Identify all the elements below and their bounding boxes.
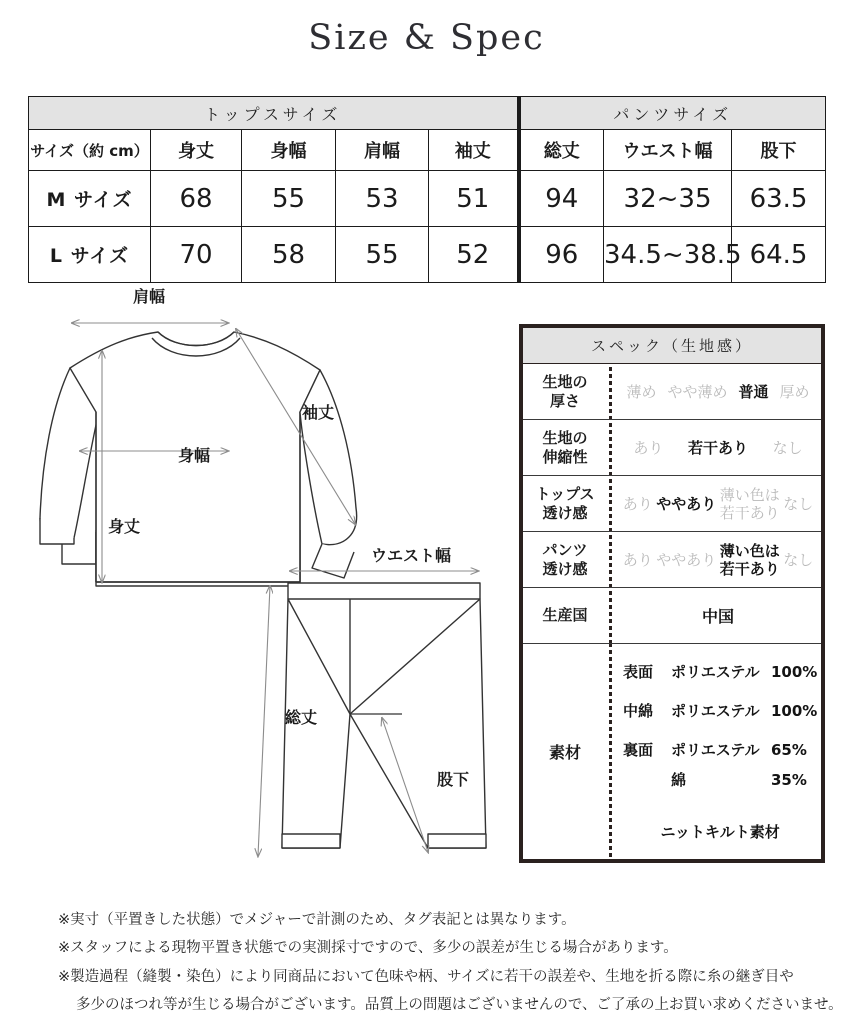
cell-m-total-length: 94 [519, 171, 604, 227]
cell-l-waist-width: 34.5~38.5 [604, 227, 732, 283]
size-table [28, 96, 826, 283]
col-header-waist-width: ウエスト幅 [604, 130, 732, 171]
spec-label-pants-sheerness [523, 532, 607, 587]
table-row [29, 171, 826, 227]
spec-value-country [613, 588, 821, 643]
cell-l-shoulder-width: 55 [336, 227, 429, 283]
spec-row-tops-sheerness [523, 476, 821, 532]
pants-right-leg [350, 599, 486, 848]
material-position: 裏面 [623, 741, 654, 759]
spec-label-fabric-thickness [523, 364, 607, 419]
option-ari: あり [622, 550, 653, 569]
cell-l-total-length: 96 [519, 227, 604, 283]
option-ari: あり [622, 494, 653, 513]
option-usume: 薄め [626, 382, 657, 401]
material-percent: 35% [771, 771, 807, 789]
spec-row-pants-sheerness [523, 532, 821, 588]
option-line-2: 若干あり [719, 559, 780, 578]
page-title: Size & Spec [308, 18, 545, 58]
pants-waistband [288, 583, 480, 599]
spec-options-stretch [613, 420, 821, 475]
material-fiber: ポリエステル [671, 741, 760, 759]
option-nashi: なし [783, 550, 814, 569]
garment-illustrations [0, 286, 520, 886]
option-usui-iro-jakkan-ari [720, 486, 780, 522]
footnote-1: ※実寸（平置きした状態）でメジャーで計測のため、タグ表記とは異なります。 [58, 912, 576, 928]
option-futsuu: 普通 [738, 382, 769, 401]
dotted-divider [608, 420, 612, 475]
group-header-tops: トップスサイズ [29, 97, 519, 130]
material-footer: ニットキルト素材 [660, 823, 780, 841]
option-yaya-ari: ややあり [656, 494, 717, 513]
dotted-divider [608, 532, 612, 587]
material-position: 表面 [623, 663, 654, 681]
label-inseam: 股下 [437, 770, 470, 789]
spec-row-material [523, 644, 821, 859]
cell-l-body-width: 58 [242, 227, 336, 283]
col-header-body-length: 身丈 [151, 130, 242, 171]
option-jakkan-ari: 若干あり [687, 438, 748, 457]
material-fiber: ポリエステル [671, 702, 760, 720]
option-yaya-usume: やや薄め [667, 382, 728, 401]
group-header-pants: パンツサイズ [519, 97, 826, 130]
dotted-divider [608, 644, 612, 859]
label-shoulder-width: 肩幅 [133, 287, 166, 306]
label-line-1: トップス [535, 484, 595, 503]
spec-table-header: スペック（生地感） [523, 328, 821, 364]
row-label-l: L サイズ [29, 227, 151, 283]
spec-options-fabric-thickness [613, 364, 821, 419]
spec-row-fabric-thickness [523, 364, 821, 420]
col-header-inseam: 股下 [732, 130, 826, 171]
label-line-1: 生地の [542, 372, 588, 391]
option-nashi: なし [772, 438, 803, 457]
footnote-2: ※スタッフによる現物平置き状態での実測採寸ですので、多少の誤差が生じる場合があります。 [58, 940, 678, 957]
option-yaya-ari: ややあり [656, 550, 717, 569]
dotted-divider [608, 364, 612, 419]
option-line-1: 薄い色は [719, 541, 780, 560]
spec-label-country: 生産国 [542, 606, 588, 625]
country-value: 中国 [701, 607, 734, 626]
label-body-width: 身幅 [178, 446, 211, 465]
label-line-1: パンツ [542, 540, 588, 559]
cell-l-sleeve-length: 52 [429, 227, 519, 283]
footnotes [58, 906, 843, 1019]
material-fiber: ポリエステル [671, 663, 760, 681]
spec-row-stretch [523, 420, 821, 476]
material-line-surface [623, 652, 817, 691]
material-line-lining [623, 730, 817, 769]
spec-label-material: 素材 [548, 743, 581, 762]
material-line-wadding [623, 691, 817, 730]
cell-m-sleeve-length: 51 [429, 171, 519, 227]
spec-table [519, 324, 825, 863]
row-label-m: M サイズ [29, 171, 151, 227]
spec-options-tops-sheerness [613, 476, 821, 531]
dotted-divider [608, 476, 612, 531]
label-total-length: 総丈 [285, 708, 318, 727]
material-percent: 100% [771, 702, 818, 720]
size-table-column-header-row [29, 130, 826, 171]
label-line-2: 厚さ [549, 391, 580, 410]
cell-m-body-length: 68 [151, 171, 242, 227]
cell-m-shoulder-width: 53 [336, 171, 429, 227]
option-line-2: 若干あり [719, 503, 780, 522]
garment-diagram-svg [0, 286, 520, 886]
cell-m-body-width: 55 [242, 171, 336, 227]
material-percent: 100% [771, 663, 818, 681]
col-header-size: サイズ（約 cm） [29, 130, 151, 171]
cell-l-body-length: 70 [151, 227, 242, 283]
spec-options-pants-sheerness [613, 532, 821, 587]
footnote-4: 多少のほつれ等が生じる場合がございます。品質上の問題はございませんので、ご了承の上お買い求めくださいませ。 [76, 996, 843, 1013]
label-sleeve-length: 袖丈 [302, 403, 335, 422]
option-nashi: なし [783, 494, 814, 513]
label-line-2: 透け感 [542, 503, 588, 522]
col-header-sleeve-length: 袖丈 [429, 130, 519, 171]
col-header-shoulder-width: 肩幅 [336, 130, 429, 171]
size-table-group-header-row [29, 97, 826, 130]
option-line-1: 薄い色は [719, 485, 780, 504]
material-line-cotton [623, 769, 817, 799]
spec-label-tops-sheerness [523, 476, 607, 531]
material-position: 中綿 [623, 702, 654, 720]
spec-label-stretch [523, 420, 607, 475]
dotted-divider [608, 588, 612, 643]
col-header-total-length: 総丈 [519, 130, 604, 171]
label-waist-width: ウエスト幅 [371, 546, 452, 565]
spec-value-material [613, 644, 821, 859]
material-percent: 65% [771, 741, 807, 759]
material-fiber: 綿 [671, 771, 687, 789]
option-atsume: 厚め [779, 382, 810, 401]
footnote-3: ※製造過程（縫製・染色）により同商品において色味や柄、サイズに若干の誤差や、生地を折る際に糸の継ぎ目や [58, 968, 794, 985]
cell-m-waist-width: 32~35 [604, 171, 732, 227]
col-header-body-width: 身幅 [242, 130, 336, 171]
cell-m-inseam: 63.5 [732, 171, 826, 227]
option-usui-iro-jakkan-ari [720, 542, 780, 578]
label-body-length: 身丈 [108, 517, 141, 536]
spec-row-country [523, 588, 821, 644]
option-ari: あり [633, 438, 664, 457]
cell-l-inseam: 64.5 [732, 227, 826, 283]
label-line-2: 透け感 [542, 559, 588, 578]
label-line-1: 生地の [542, 428, 588, 447]
table-row [29, 227, 826, 283]
label-line-2: 伸縮性 [542, 447, 588, 466]
total-length-arrow [258, 586, 270, 856]
